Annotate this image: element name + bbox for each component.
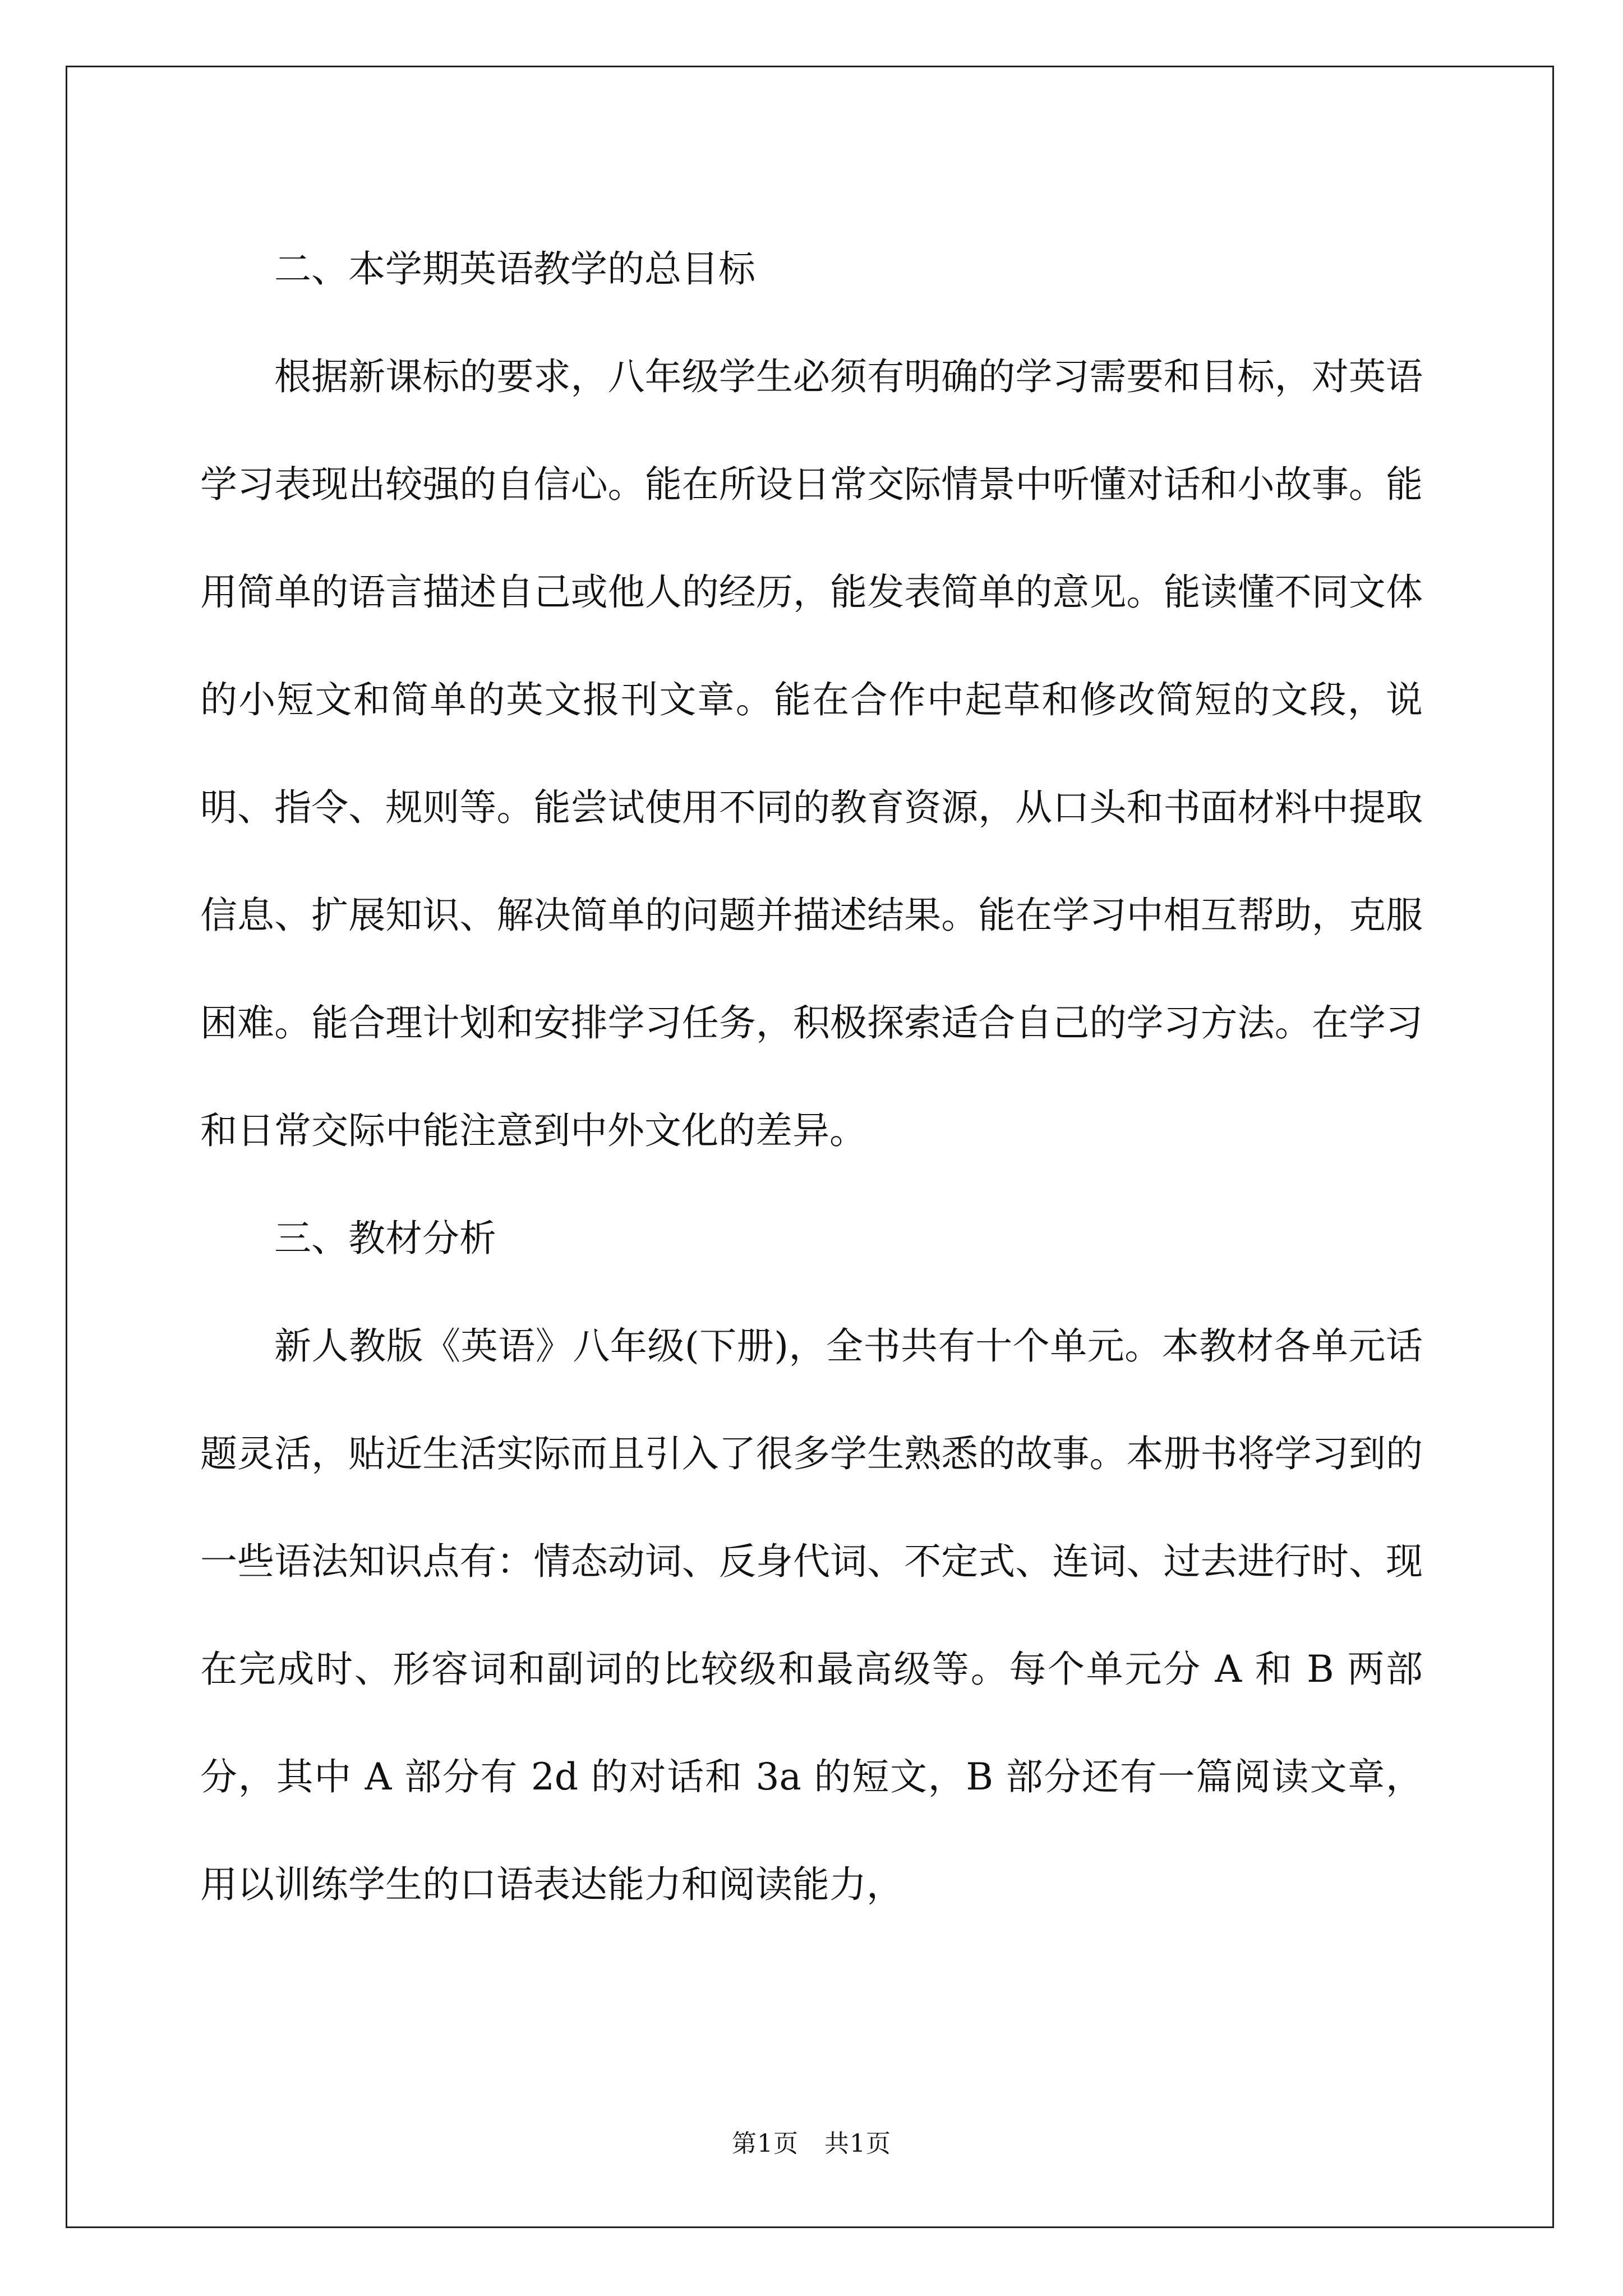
page-number-current: 第1页 — [732, 2129, 799, 2158]
paragraph-textbook: 新人教版《英语》八年级(下册)，全书共有十个单元。本教材各单元话题灵活，贴近生活实际而且引入了很多学生熟悉的故事。本册书将学习到的一些语法知识点有：情态动词、反身代词、不定式、连词、过去进行时、现在完成时、形容词和副词的比较级和最高级等。每个单元分 A 和 B 两部分，其中 A 部分有 2d 的对话和 3a 的短文，B 部分还有一篇阅读文章，用以训练学生的口语表达能力和阅读能力， — [200, 1324, 1423, 1906]
page-number-total: 共1页 — [824, 2129, 891, 2158]
section-heading-goals: 二、本学期英语教学的总目标 — [274, 247, 755, 291]
document-body — [200, 215, 1423, 1939]
page-footer — [0, 2123, 1623, 2159]
section-heading-textbook: 三、教材分析 — [274, 1217, 496, 1260]
paragraph-goals: 根据新课标的要求，八年级学生必须有明确的学习需要和目标，对英语学习表现出较强的自信心。能在所设日常交际情景中听懂对话和小故事。能用简单的语言描述自己或他人的经历，能发表简单的意见。能读懂不同文体的小短文和简单的英文报刊文章。能在合作中起草和修改简短的文段，说明、指令、规则等。能尝试使用不同的教育资源，从口头和书面材料中提取信息、扩展知识、解决简单的问题并描述结果。能在学习中相互帮助，克服困难。能合理计划和安排学习任务，积极探索适合自己的学习方法。在学习和日常交际中能注意到中外文化的差异。 — [200, 355, 1423, 1152]
